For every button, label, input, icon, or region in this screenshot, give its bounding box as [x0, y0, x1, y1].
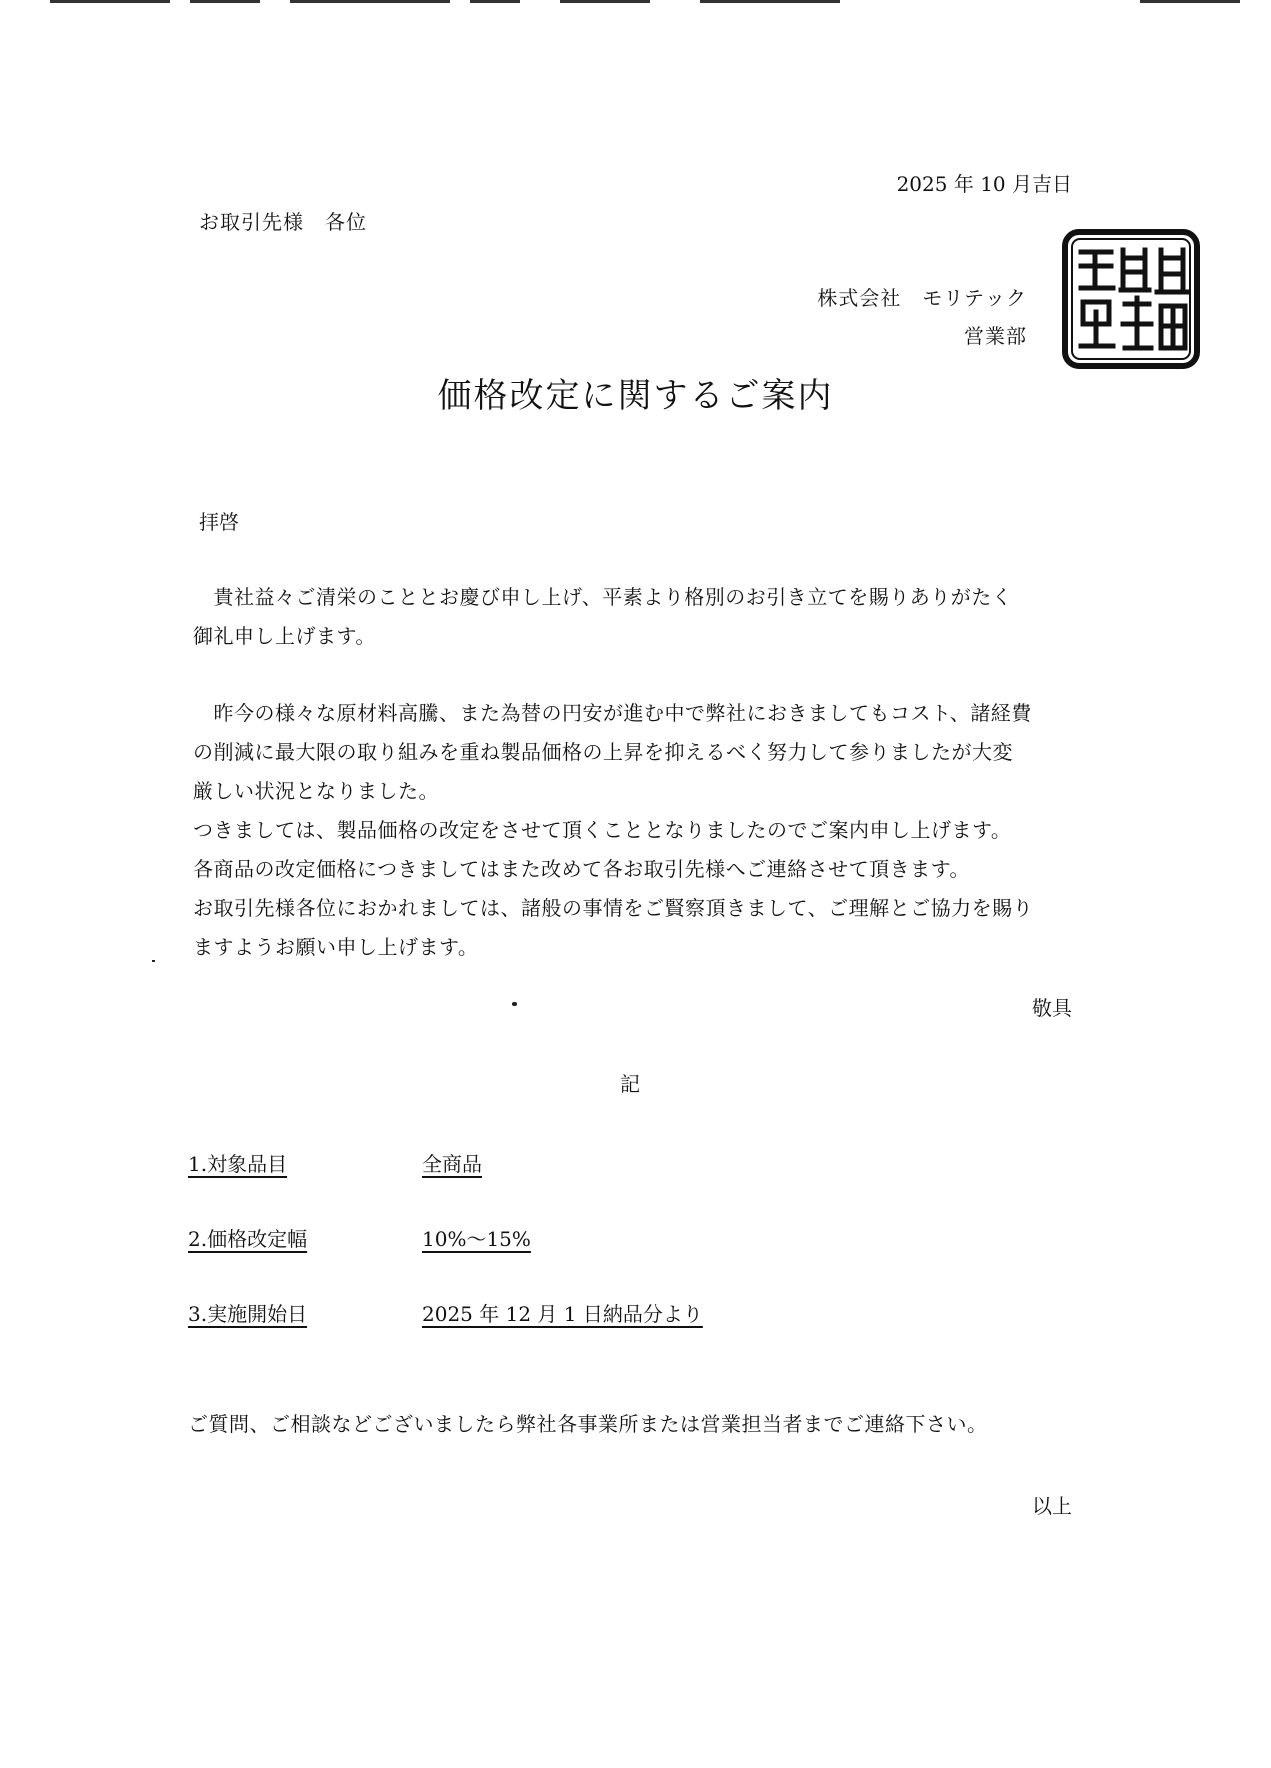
paragraph-line: ますようお願い申し上げます。 — [193, 935, 479, 959]
salutation-opening: 拝啓 — [199, 510, 239, 534]
department-name: 営業部 — [964, 324, 1027, 348]
company-name: 株式会社 モリテック — [817, 286, 1027, 310]
item-value-target: 全商品 — [422, 1152, 482, 1176]
notes-heading: 記 — [620, 1072, 640, 1096]
item-value-range: 10%～15% — [422, 1227, 531, 1251]
scan-speck — [152, 960, 155, 962]
paragraph-line: 貴社益々ご清栄のこととお慶び申し上げ、平素より格別のお引き立てを賜りありがたく — [193, 585, 1013, 609]
item-value-start-date: 2025 年 12 月 1 日納品分より — [422, 1302, 703, 1326]
paragraph-line: お取引先様各位におかれましては、諸般の事情をご賢察頂きまして、ご理解とご協力を賜り — [193, 896, 1034, 920]
item-label-range: 2.価格改定幅 — [188, 1227, 308, 1251]
document-date: 2025 年 10 月吉日 — [896, 172, 1072, 196]
paragraph-line: 厳しい状況となりました。 — [193, 779, 439, 803]
recipient: お取引先様 各位 — [199, 210, 367, 234]
item-label-target: 1.対象品目 — [188, 1152, 288, 1176]
fax-header-strip — [0, 0, 1271, 8]
paragraph-line: 御礼申し上げます。 — [193, 624, 376, 648]
paragraph-line: 各商品の改定価格につきましてはまた改めて各お取引先様へご連絡させて頂きます。 — [193, 857, 970, 881]
company-seal-icon — [1061, 228, 1201, 370]
document-title: 価格改定に関するご案内 — [437, 376, 834, 416]
paragraph-line: の削減に最大限の取り組みを重ね製品価格の上昇を抑えるべく努力して参りましたが大変 — [193, 740, 1013, 764]
inquiry-note: ご質問、ご相談などございましたら弊社各事業所または営業担当者までご連絡下さい。 — [188, 1412, 988, 1436]
paragraph-line: つきましては、製品価格の改定をさせて頂くこととなりましたのでご案内申し上げます。 — [193, 818, 1012, 842]
paragraph-announcement — [193, 694, 1073, 967]
paragraph-line: 昨今の様々な原材料高騰、また為替の円安が進む中で弊社におきましてもコスト、諸経費 — [193, 701, 1032, 725]
scan-speck — [512, 1002, 517, 1006]
paragraph-greeting — [193, 578, 1073, 656]
end-mark: 以上 — [1032, 1494, 1072, 1518]
item-label-start-date: 3.実施開始日 — [188, 1302, 308, 1326]
closing-salutation: 敬具 — [1032, 996, 1072, 1020]
